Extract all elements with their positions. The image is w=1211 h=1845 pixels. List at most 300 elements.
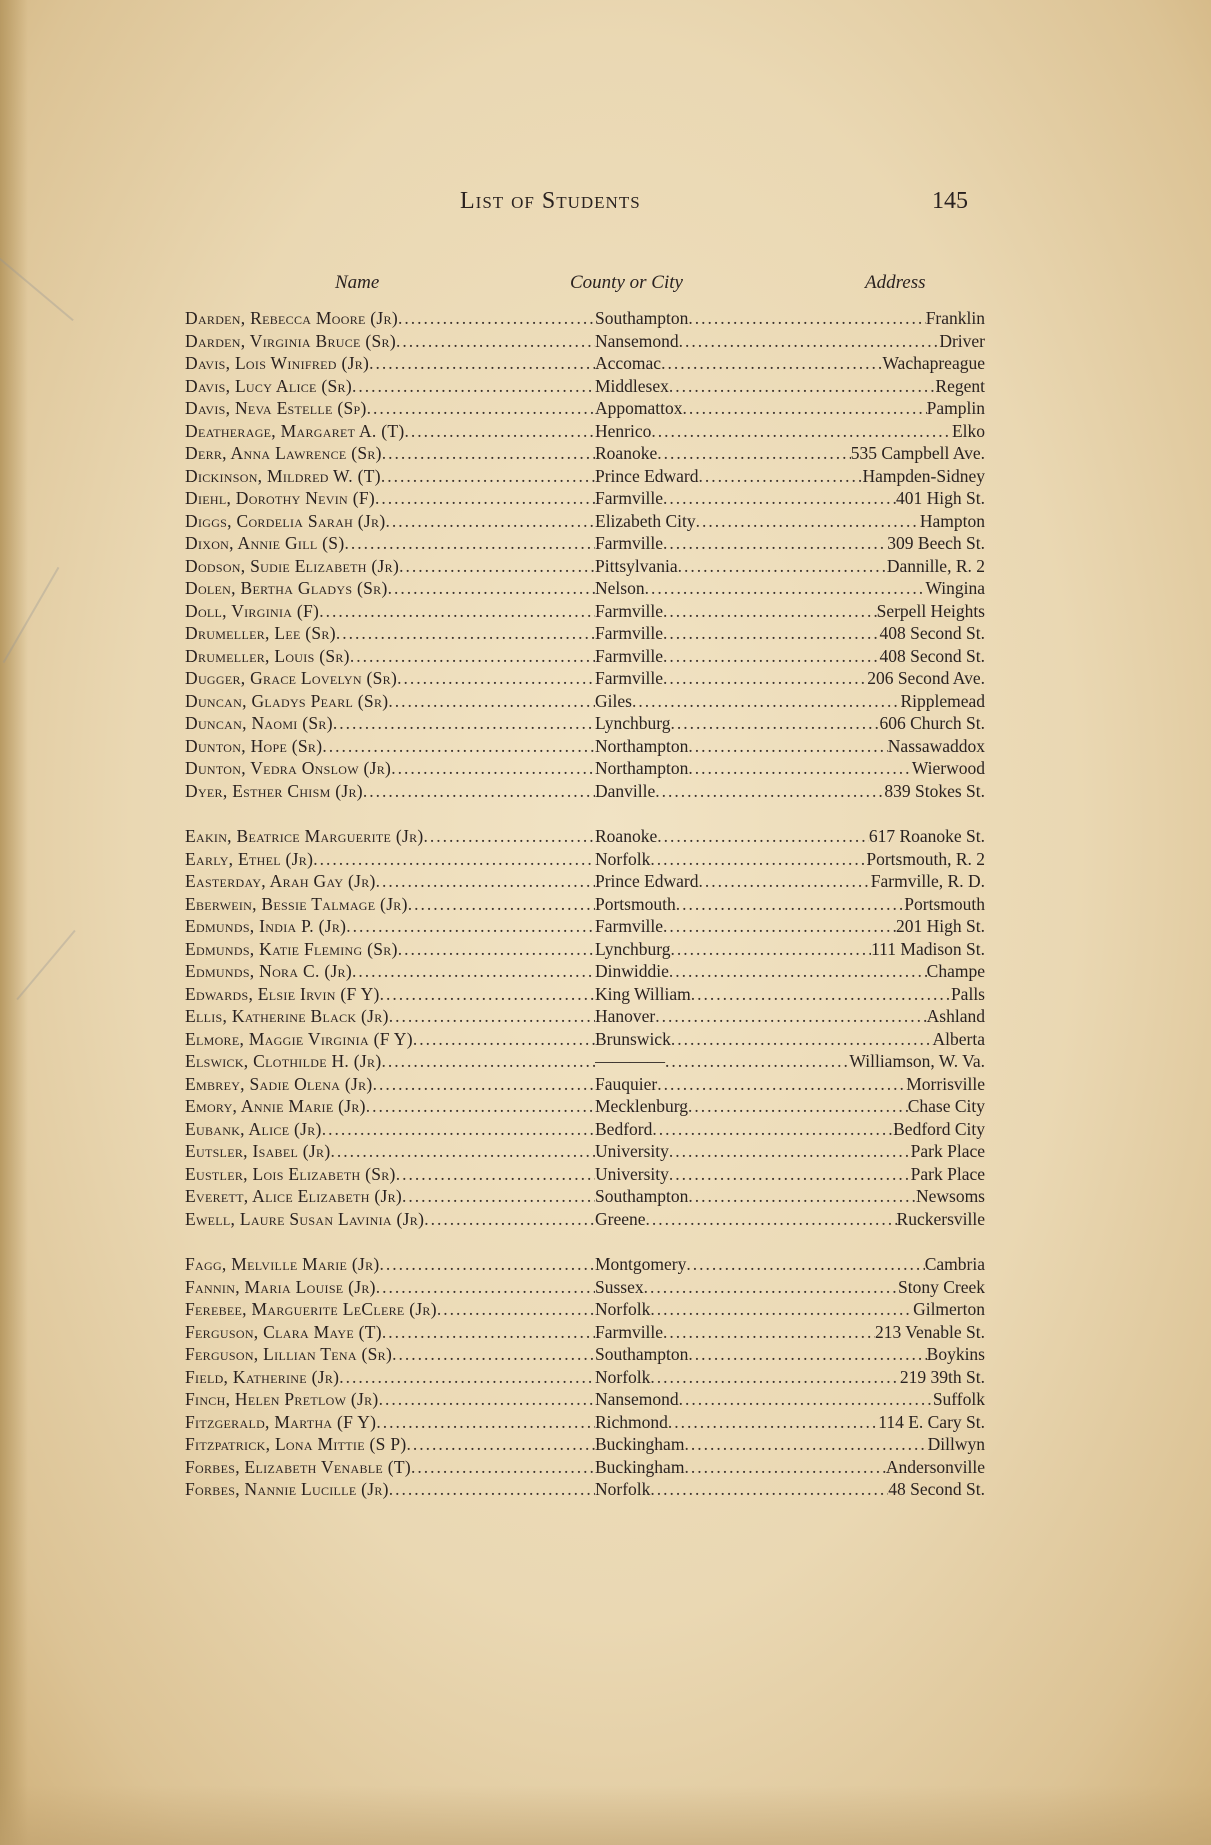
county-or-city: Roanoke (595, 443, 658, 463)
location-cell (595, 1321, 985, 1344)
name-cell (185, 1456, 595, 1479)
address: Williamson, W. Va. (849, 1051, 985, 1071)
county-or-city: Farmville (595, 488, 664, 508)
location-cell (595, 577, 985, 600)
leader-dots (379, 1388, 595, 1411)
address: 617 Roanoke St. (868, 826, 985, 846)
student-row (185, 825, 985, 848)
student-name: Edmunds, Nora C. (Jr) (185, 961, 352, 981)
student-row (185, 375, 985, 398)
leader-dots (683, 397, 927, 420)
name-cell (185, 1208, 595, 1231)
leader-dots (375, 487, 595, 510)
county-or-city: Norfolk (595, 1479, 651, 1499)
name-cell (185, 622, 595, 645)
location-cell (595, 442, 985, 465)
student-name: Dickinson, Mildred W. (T) (185, 465, 381, 486)
address: 114 E. Cary St. (878, 1411, 985, 1432)
county-or-city: Greene (595, 1208, 646, 1229)
name-cell (185, 555, 595, 578)
leader-dots (661, 352, 882, 375)
leader-dots (651, 420, 952, 443)
leader-dots (669, 960, 927, 983)
leader-dots (397, 667, 595, 690)
leader-dots (663, 645, 879, 668)
student-row (185, 442, 985, 465)
location-cell (595, 1343, 985, 1366)
student-row (185, 690, 985, 713)
county-or-city: Southampton (595, 1186, 689, 1206)
address: Ruckersville (896, 1208, 985, 1229)
name-cell (185, 577, 595, 600)
county-or-city: Southampton (595, 1344, 689, 1364)
county-or-city: Montgomery (595, 1254, 687, 1274)
leader-dots (650, 1298, 913, 1321)
address: Regent (935, 375, 985, 396)
leader-dots (646, 1208, 897, 1231)
name-cell (185, 1050, 595, 1073)
student-row (185, 848, 985, 871)
location-cell (595, 1253, 985, 1276)
name-cell (185, 1478, 595, 1501)
leader-dots (399, 555, 595, 578)
address: Boykins (926, 1344, 985, 1364)
name-cell (185, 532, 595, 555)
leader-dots (691, 983, 951, 1006)
student-name: Darden, Rebecca Moore (Jr) (185, 308, 398, 328)
leader-dots (655, 1005, 926, 1028)
location-cell (595, 1095, 985, 1118)
page-number: 145 (932, 188, 968, 214)
name-cell (185, 330, 595, 353)
student-row (185, 1140, 985, 1163)
county-or-city: Fauquier (595, 1073, 658, 1094)
county-or-city: Hanover (595, 1006, 656, 1026)
student-name: Doll, Virginia (F) (185, 600, 320, 621)
leader-dots (382, 1321, 595, 1344)
location-cell (595, 532, 985, 555)
leader-dots (657, 442, 850, 465)
county-or-city: Bedford (595, 1118, 653, 1139)
student-row (185, 1073, 985, 1096)
name-cell (185, 1411, 595, 1434)
student-group (185, 825, 985, 1230)
student-name: Ewell, Laure Susan Lavinia (Jr) (185, 1208, 425, 1229)
student-name: Early, Ethel (Jr) (185, 848, 314, 869)
location-cell (595, 1005, 985, 1028)
address: Ashland (926, 1006, 985, 1026)
county-or-city: Norfolk (595, 1366, 651, 1387)
leader-dots (398, 307, 595, 330)
student-row (185, 1253, 985, 1276)
leader-dots (398, 938, 595, 961)
name-cell (185, 983, 595, 1006)
student-row (185, 1456, 985, 1479)
county-or-city: Farmville (595, 533, 664, 553)
student-name: Emory, Annie Marie (Jr) (185, 1096, 366, 1116)
student-name: Diehl, Dorothy Nevin (F) (185, 488, 375, 508)
student-row (185, 510, 985, 533)
location-cell (595, 1298, 985, 1321)
leader-dots (381, 465, 595, 488)
name-cell (185, 848, 595, 871)
name-cell (185, 352, 595, 375)
location-cell (595, 757, 985, 780)
leader-dots (671, 712, 880, 735)
address: 408 Second St. (879, 623, 985, 643)
leader-dots (396, 1163, 595, 1186)
county-or-city: Henrico (595, 420, 652, 441)
student-row (185, 1388, 985, 1411)
student-name: Eubank, Alice (Jr) (185, 1118, 322, 1139)
student-row (185, 1321, 985, 1344)
leader-dots (644, 1276, 898, 1299)
leader-dots (632, 690, 900, 713)
leader-dots (322, 1118, 595, 1141)
location-cell (595, 622, 985, 645)
column-header-county: County or City (570, 272, 683, 293)
leader-dots (650, 848, 866, 871)
location-cell (595, 1073, 985, 1096)
leader-dots (376, 1276, 595, 1299)
county-or-city: Portsmouth (595, 893, 676, 914)
student-name: Duncan, Naomi (Sr) (185, 713, 333, 733)
leader-dots (388, 577, 595, 600)
student-name: Dunton, Hope (Sr) (185, 735, 323, 756)
location-cell (595, 1050, 985, 1073)
leader-dots (380, 1253, 595, 1276)
county-or-city: Dinwiddie (595, 961, 669, 981)
location-cell (595, 712, 985, 735)
student-row (185, 1298, 985, 1321)
leader-dots (688, 1343, 926, 1366)
location-cell (595, 307, 985, 330)
county-or-city: Farmville (595, 645, 664, 666)
name-cell (185, 712, 595, 735)
address: Gilmerton (913, 1299, 985, 1319)
address: Andersonville (885, 1456, 985, 1477)
leader-dots (663, 532, 887, 555)
leader-dots (352, 375, 595, 398)
county-or-city: Northampton (595, 758, 689, 778)
location-cell (595, 487, 985, 510)
name-cell (185, 465, 595, 488)
student-name: Fitzgerald, Martha (F Y) (185, 1411, 377, 1432)
name-cell (185, 487, 595, 510)
address: Elko (951, 420, 985, 441)
leader-dots (330, 1140, 595, 1163)
student-row (185, 1163, 985, 1186)
address: Wierwood (911, 758, 985, 778)
leader-dots (678, 555, 887, 578)
address: Wingina (925, 578, 985, 598)
address: 606 Church St. (879, 713, 985, 733)
leader-dots (382, 442, 595, 465)
student-name: Fagg, Melville Marie (Jr) (185, 1254, 380, 1274)
student-name: Edwards, Elsie Irvin (F Y) (185, 983, 380, 1004)
name-cell (185, 1118, 595, 1141)
student-name: Eberwein, Bessie Talmage (Jr) (185, 893, 408, 914)
leader-dots (665, 1050, 849, 1073)
leader-dots (652, 1118, 893, 1141)
student-name: Eakin, Beatrice Marguerite (Jr) (185, 826, 424, 846)
location-cell (595, 1118, 985, 1141)
location-cell (595, 825, 985, 848)
student-name: Ferguson, Clara Maye (T) (185, 1321, 382, 1342)
leader-dots (671, 938, 872, 961)
county-or-city: Buckingham (595, 1456, 685, 1477)
leader-dots (376, 870, 595, 893)
location-cell (595, 1276, 985, 1299)
leader-dots (663, 1321, 875, 1344)
name-cell (185, 825, 595, 848)
name-cell (185, 1276, 595, 1299)
student-row (185, 645, 985, 668)
student-row (185, 555, 985, 578)
student-row (185, 780, 985, 803)
address: Cambria (924, 1254, 985, 1274)
student-name: Ferguson, Lillian Tena (Sr) (185, 1344, 393, 1364)
leader-dots (696, 510, 920, 533)
leader-dots (663, 487, 896, 510)
leader-dots (336, 622, 595, 645)
county-or-city: King William (595, 983, 691, 1004)
name-cell (185, 757, 595, 780)
student-row (185, 667, 985, 690)
county-or-city: Richmond (595, 1411, 668, 1432)
leader-dots (669, 1140, 911, 1163)
address: Newsoms (915, 1186, 985, 1206)
student-name: Drumeller, Lee (Sr) (185, 623, 336, 643)
leader-dots (376, 1411, 595, 1434)
leader-dots (389, 1478, 595, 1501)
student-name: Forbes, Elizabeth Venable (T) (185, 1456, 411, 1477)
location-cell (595, 983, 985, 1006)
location-cell (595, 555, 985, 578)
student-row (185, 735, 985, 758)
address: Dannille, R. 2 (886, 555, 985, 576)
county-or-city: Lynchburg (595, 713, 671, 733)
leader-dots (380, 983, 595, 1006)
student-name: Edmunds, Katie Fleming (Sr) (185, 938, 398, 959)
county-or-city: Northampton (595, 735, 689, 756)
leader-dots (679, 1388, 933, 1411)
student-group (185, 1253, 985, 1501)
student-row (185, 532, 985, 555)
student-row (185, 1185, 985, 1208)
county-or-city: Nansemond (595, 1389, 679, 1409)
student-row (185, 1208, 985, 1231)
name-cell (185, 420, 595, 443)
address: 48 Second St. (888, 1479, 985, 1499)
leader-dots (684, 1433, 927, 1456)
location-cell (595, 1028, 985, 1051)
address: Park Place (910, 1163, 985, 1184)
leader-dots (402, 1185, 595, 1208)
county-or-city: Prince Edward (595, 465, 699, 486)
student-row (185, 938, 985, 961)
address: Palls (950, 983, 985, 1004)
student-name: Elswick, Clothilde H. (Jr) (185, 1051, 382, 1071)
location-cell (595, 600, 985, 623)
name-cell (185, 667, 595, 690)
county-or-city: Mecklenburg (595, 1096, 688, 1116)
student-name: Deatherage, Margaret A. (T) (185, 420, 405, 441)
location-cell (595, 735, 985, 758)
county-or-city: Sussex (595, 1276, 644, 1297)
student-row (185, 465, 985, 488)
leader-dots (313, 848, 595, 871)
county-or-city: Farmville (595, 623, 664, 643)
student-row (185, 307, 985, 330)
leader-dots (405, 420, 595, 443)
county-or-city: Pittsylvania (595, 555, 678, 576)
address: Nassawaddox (887, 735, 985, 756)
leader-dots (350, 645, 595, 668)
address: Morrisville (906, 1073, 985, 1094)
student-name: Fitzpatrick, Lona Mittie (S P) (185, 1434, 407, 1454)
name-cell (185, 442, 595, 465)
leader-dots (424, 1208, 595, 1231)
student-name: Davis, Neva Estelle (Sp) (185, 398, 367, 418)
address: 111 Madison St. (871, 938, 985, 959)
student-name: Everett, Alice Elizabeth (Jr) (185, 1186, 403, 1206)
location-cell (595, 465, 985, 488)
address: Ripplemead (900, 690, 985, 711)
address: Alberta (932, 1028, 985, 1049)
student-name: Finch, Helen Pretlow (Jr) (185, 1389, 379, 1409)
address: Wachapreague (882, 353, 985, 373)
student-name: Easterday, Arah Gay (Jr) (185, 871, 376, 891)
leader-dots (363, 780, 595, 803)
column-header-address: Address (865, 272, 926, 293)
leader-dots (668, 1411, 878, 1434)
address: Portsmouth, R. 2 (866, 848, 985, 869)
leader-dots (663, 600, 877, 623)
location-cell (595, 1411, 985, 1434)
county-or-city: Nansemond (595, 330, 679, 351)
address: 309 Beech St. (887, 533, 985, 553)
county-or-city: Elizabeth City (595, 510, 696, 531)
name-cell (185, 1433, 595, 1456)
location-cell (595, 420, 985, 443)
page-title: List of Students (460, 188, 641, 214)
leader-dots (679, 330, 940, 353)
leader-dots (389, 1005, 595, 1028)
address: 535 Campbell Ave. (850, 443, 985, 463)
location-cell (595, 915, 985, 938)
student-row (185, 1411, 985, 1434)
location-cell (595, 1185, 985, 1208)
name-cell (185, 1321, 595, 1344)
student-row (185, 915, 985, 938)
address: Suffolk (932, 1389, 985, 1409)
student-name: Dunton, Vedra Onslow (Jr) (185, 758, 392, 778)
leader-dots (669, 375, 936, 398)
address: Franklin (925, 308, 985, 328)
leader-dots (352, 960, 595, 983)
leader-dots (645, 577, 926, 600)
student-group (185, 307, 985, 802)
name-cell (185, 375, 595, 398)
leader-dots (650, 1478, 888, 1501)
address: 206 Second Ave. (867, 668, 985, 688)
name-cell (185, 1163, 595, 1186)
student-name: Dodson, Sudie Elizabeth (Jr) (185, 555, 400, 576)
address: 401 High St. (896, 488, 985, 508)
location-cell (595, 1163, 985, 1186)
county-or-city: University (595, 1163, 669, 1184)
leader-dots (388, 690, 595, 713)
name-cell (185, 690, 595, 713)
student-row (185, 1343, 985, 1366)
student-row (185, 1276, 985, 1299)
student-name: Davis, Lois Winifred (Jr) (185, 353, 370, 373)
county-or-city: Farmville (595, 668, 664, 688)
county-or-city: Norfolk (595, 848, 651, 869)
student-name: Davis, Lucy Alice (Sr) (185, 375, 352, 396)
name-cell (185, 600, 595, 623)
column-header-name: Name (335, 272, 380, 293)
address: Serpell Heights (876, 600, 985, 621)
leader-dots (339, 1366, 595, 1389)
leader-dots (366, 1095, 595, 1118)
county-or-city: ———— (595, 1051, 665, 1071)
name-cell (185, 1253, 595, 1276)
student-row (185, 1478, 985, 1501)
student-name: Dugger, Grace Lovelyn (Sr) (185, 668, 398, 688)
student-row (185, 1028, 985, 1051)
student-list (185, 307, 985, 1524)
location-cell (595, 780, 985, 803)
leader-dots (663, 622, 879, 645)
county-or-city: Farmville (595, 916, 664, 936)
name-cell (185, 1388, 595, 1411)
student-row (185, 577, 985, 600)
leader-dots (407, 1433, 595, 1456)
leader-dots (688, 307, 925, 330)
location-cell (595, 645, 985, 668)
location-cell (595, 1388, 985, 1411)
address: Hampden-Sidney (862, 465, 985, 486)
leader-dots (650, 1366, 900, 1389)
address: 839 Stokes St. (884, 780, 985, 801)
address: 219 39th St. (899, 1366, 985, 1387)
student-row (185, 487, 985, 510)
county-or-city: Appomattox (595, 398, 683, 418)
location-cell (595, 397, 985, 420)
location-cell (595, 1456, 985, 1479)
county-or-city: Middlesex (595, 375, 669, 396)
name-cell (185, 1343, 595, 1366)
county-or-city: Buckingham (595, 1434, 685, 1454)
leader-dots (699, 870, 871, 893)
student-row (185, 960, 985, 983)
student-name: Dixon, Annie Gill (S) (185, 533, 345, 553)
student-row (185, 420, 985, 443)
leader-dots (373, 1073, 595, 1096)
name-cell (185, 645, 595, 668)
county-or-city: Lynchburg (595, 938, 671, 959)
county-or-city: Accomac (595, 353, 662, 373)
name-cell (185, 510, 595, 533)
student-name: Eustler, Lois Elizabeth (Sr) (185, 1163, 396, 1184)
address: 201 High St. (896, 916, 985, 936)
student-name: Dolen, Bertha Gladys (Sr) (185, 578, 388, 598)
county-or-city: Farmville (595, 600, 664, 621)
location-cell (595, 330, 985, 353)
student-row (185, 397, 985, 420)
